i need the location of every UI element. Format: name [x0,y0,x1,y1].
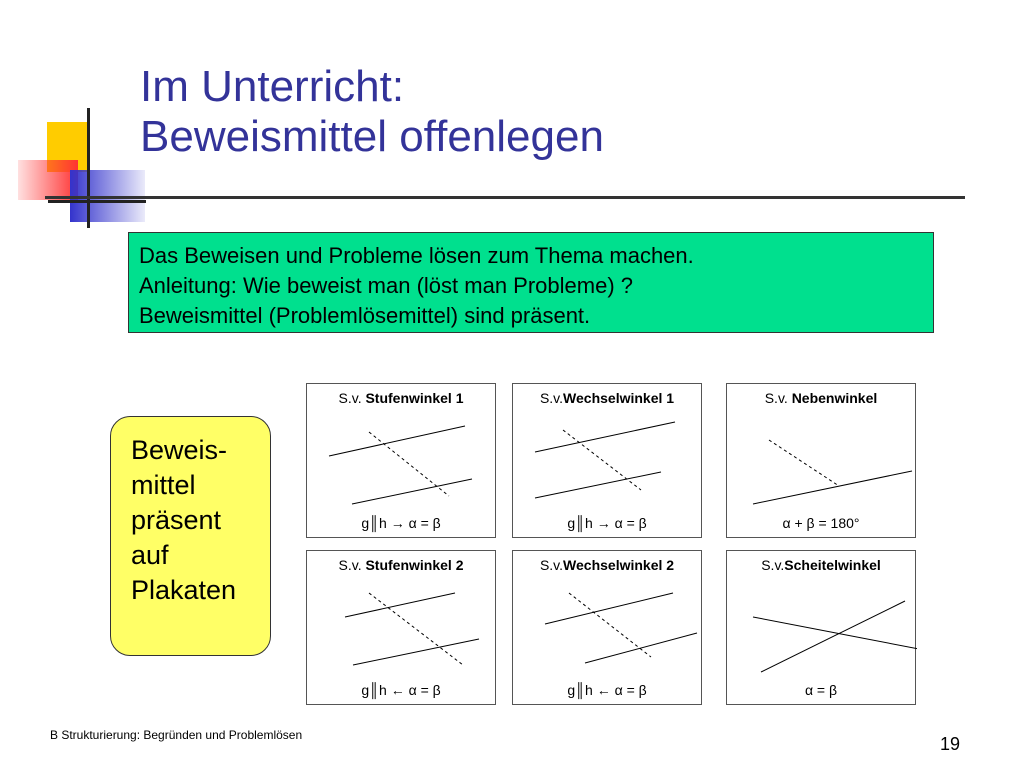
side-line: mittel [131,470,196,500]
slide-title [140,62,604,162]
card-nebenwinkel [726,383,916,538]
card-formula: g║h ← α = β [567,682,647,698]
title-line-1: Im Unterricht: [140,62,405,111]
card-formula: α = β [804,682,838,698]
intro-line-2: Anleitung: Wie beweist man (löst man Probleme) ? [139,273,633,298]
card-header [513,390,701,406]
corner-decoration [0,0,150,240]
footer-text: B Strukturierung: Begründen und Problemlösen [50,728,303,742]
card-formula: g║h → α = β [361,515,441,531]
card-name: Stufenwinkel 2 [365,557,464,573]
card-stufenwinkel-2 [306,550,496,705]
card-header [307,557,495,573]
card-name: Wechselwinkel 1 [563,390,675,406]
card-wechselwinkel-1 [512,383,702,538]
title-line-2: Beweismittel offenlegen [140,112,604,161]
card-name: Nebenwinkel [791,390,878,406]
card-wechselwinkel-2 [512,550,702,705]
card-name: Stufenwinkel 1 [365,390,464,406]
card-name: Scheitelwinkel [784,557,881,573]
card-header [513,557,701,573]
card-prefix: S.v. [539,557,564,573]
card-formula: g║h → α = β [567,515,647,531]
card-scheitelwinkel [726,550,916,705]
side-line: auf [131,540,169,570]
card-prefix: S.v. [338,390,366,406]
card-prefix: S.v. [764,390,792,406]
title-divider [45,196,965,199]
side-line: präsent [131,505,222,535]
card-header [307,390,495,406]
intro-box [128,232,934,333]
card-prefix: S.v. [338,557,366,573]
card-stufenwinkel-1 [306,383,496,538]
intro-line-3: Beweismittel (Problemlösemittel) sind präsent. [139,303,591,328]
card-header [727,390,915,406]
intro-line-1: Das Beweisen und Probleme lösen zum Thema machen. [139,243,694,268]
page-number: 19 [940,734,961,754]
card-prefix: S.v. [761,557,785,573]
card-formula: α + β = 180° [782,515,860,531]
card-name: Wechselwinkel 2 [563,557,675,573]
side-note-box [110,416,271,656]
card-formula: g║h ← α = β [361,682,441,698]
side-line: Plakaten [131,575,237,605]
card-prefix: S.v. [539,390,564,406]
card-header [727,557,915,573]
side-line: Beweis- [131,435,228,465]
